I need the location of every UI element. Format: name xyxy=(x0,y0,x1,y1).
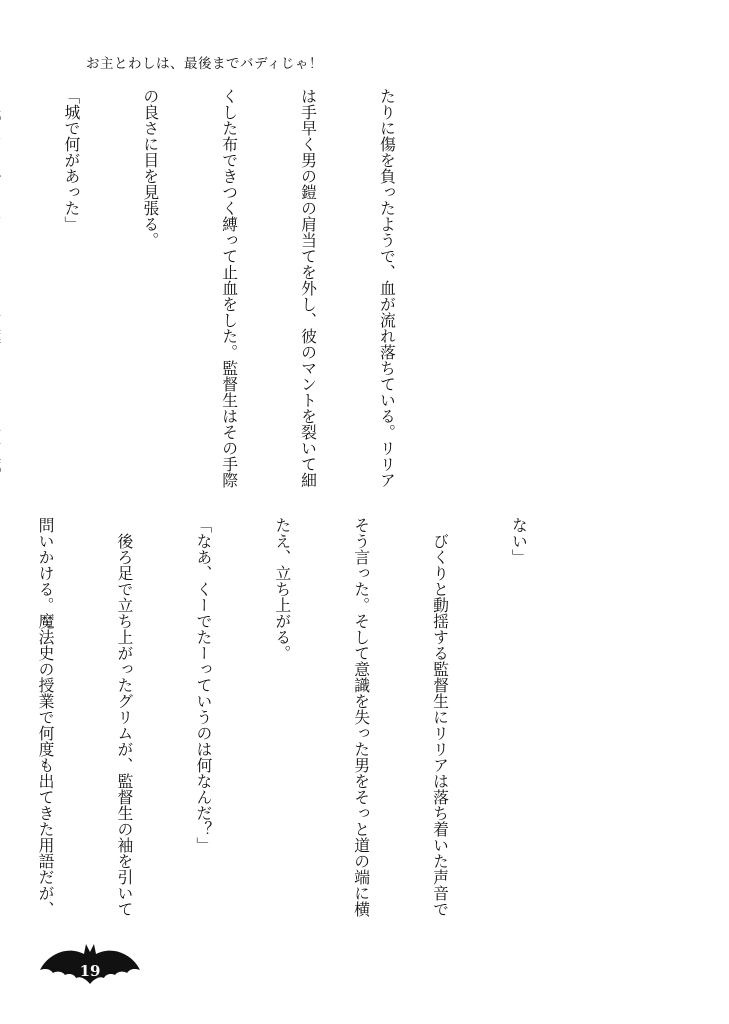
text-line: は手早く男の鎧の肩当てを外し、彼のマントを裂いて細 xyxy=(298,88,318,488)
text-line: 後ろ足で立ち上がったグリムが、監督生の袖を引いて xyxy=(114,517,134,917)
text-line: くした布できつく縛って止血をした。監督生はその手際 xyxy=(219,88,239,488)
text-block-bottom xyxy=(36,517,584,917)
text-line: の良さに目を見張る。 xyxy=(140,88,160,248)
running-title: お主とわしは、最後までバディじゃ！ xyxy=(86,56,323,72)
page-number-ornament xyxy=(40,940,140,996)
text-line: びくりと動揺する監督生にリリアは落ち着いた声音で xyxy=(430,517,450,917)
text-line: たりに傷を負ったようで、血が流れ落ちている。リリア xyxy=(377,88,397,488)
text-line: そう言った。そして意識を失った男をそっと道の端に横 xyxy=(351,517,371,917)
text-line: たえ、立ち上がる。 xyxy=(272,517,292,661)
text-line: 問いかける。魔法史の授業で何度も出てきた用語だが、 xyxy=(36,517,56,917)
text-line: ない」 xyxy=(509,517,529,565)
text-line xyxy=(0,88,5,508)
text-block-top xyxy=(61,88,452,508)
text-line: 「なあ、くーでたーっていうのは何なんだ？」 xyxy=(193,517,213,853)
page-number: 19 xyxy=(79,962,101,980)
text-line: 「城で何があった」 xyxy=(61,88,81,232)
